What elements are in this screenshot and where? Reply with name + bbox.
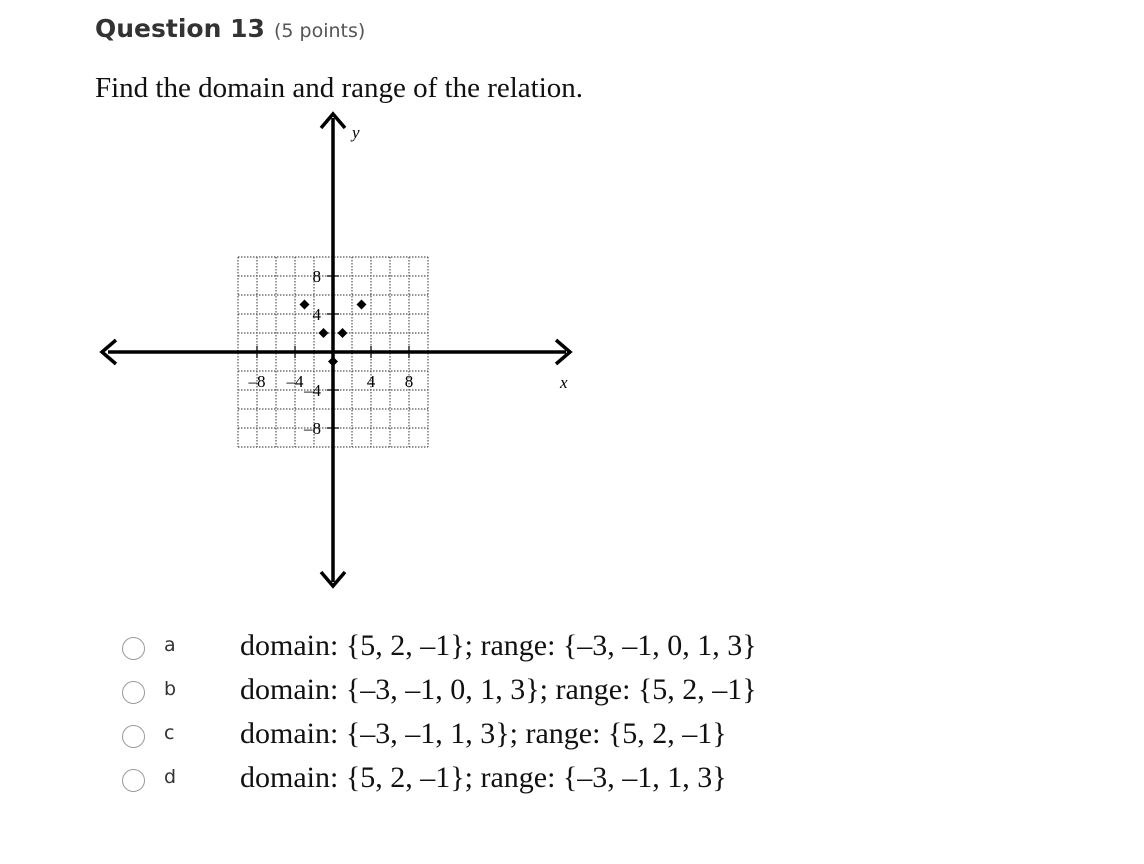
y-tick-label: –4	[304, 381, 321, 400]
choice-letter: a	[164, 634, 176, 656]
choice-b[interactable]	[122, 670, 757, 714]
choice-c[interactable]	[122, 714, 727, 758]
radio-button-d[interactable]	[122, 769, 145, 792]
question-prompt: Find the domain and range of the relation.	[95, 72, 584, 104]
question-points: (5 points)	[273, 20, 366, 42]
data-point	[300, 300, 310, 310]
choice-a[interactable]	[122, 626, 757, 670]
y-tick-label: –8	[304, 419, 321, 438]
radio-button-b[interactable]	[122, 681, 145, 704]
x-tick-label: 4	[366, 372, 376, 391]
choice-text: domain: {5, 2, –1}; range: {–3, –1, 1, 3}	[240, 761, 727, 794]
answer-choices	[122, 626, 757, 802]
question-title: Question 13	[95, 14, 265, 43]
y-tick-label: 4	[312, 305, 321, 324]
radio-button-c[interactable]	[122, 725, 145, 748]
choice-letter: c	[164, 722, 175, 744]
choice-letter: b	[164, 678, 177, 700]
data-point	[328, 357, 338, 367]
choice-text: domain: {–3, –1, 0, 1, 3}; range: {5, 2, –1}	[240, 673, 757, 706]
y-axis-label: y	[352, 123, 360, 142]
data-point	[319, 328, 329, 338]
x-tick-label: 8	[404, 372, 414, 391]
graph-axes	[102, 114, 570, 586]
x-tick-label: –4	[286, 372, 304, 391]
data-point	[338, 328, 348, 338]
x-tick-label: –8	[248, 372, 266, 391]
choice-letter: d	[164, 766, 177, 788]
data-point	[357, 300, 367, 310]
x-axis-label: x	[560, 373, 568, 392]
choice-text: domain: {5, 2, –1}; range: {–3, –1, 0, 1, 3}	[240, 629, 757, 662]
radio-button-a[interactable]	[122, 637, 145, 660]
y-tick-label: 8	[312, 267, 321, 286]
choice-text: domain: {–3, –1, 1, 3}; range: {5, 2, –1}	[240, 717, 727, 750]
choice-d[interactable]	[122, 758, 727, 802]
